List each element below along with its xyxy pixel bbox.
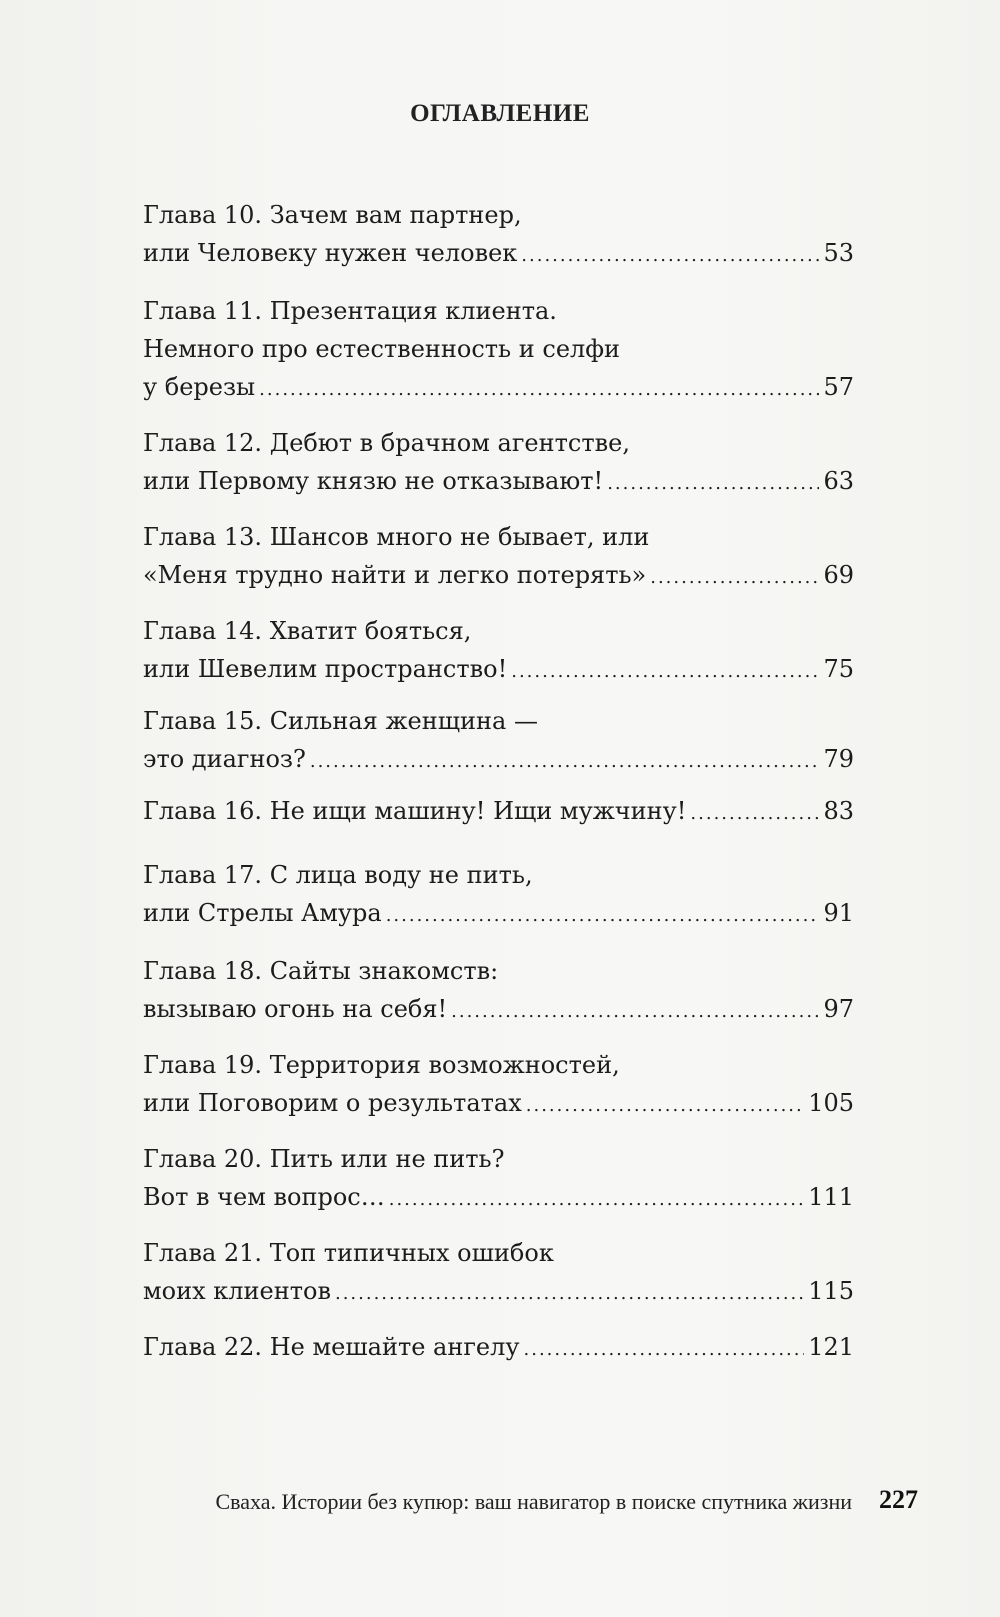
toc-entry — [143, 1234, 854, 1310]
dot-leader — [389, 1181, 804, 1219]
toc-entry-text: Глава 13. Шансов много не бывает, или — [143, 523, 650, 551]
toc-page-number: 105 — [808, 1089, 854, 1117]
toc-entry-line — [143, 556, 854, 594]
dot-leader — [335, 1275, 804, 1313]
toc-entry-line — [143, 1140, 854, 1178]
toc-entry-line — [143, 196, 854, 234]
dot-leader — [521, 237, 819, 275]
toc-entry — [143, 1328, 854, 1366]
toc-entry-text: у березы — [143, 373, 256, 401]
toc-entry-line — [143, 424, 854, 462]
toc-page-number: 63 — [823, 467, 854, 495]
toc-entry — [143, 702, 854, 778]
toc-entry — [143, 952, 854, 1028]
dot-leader — [511, 653, 819, 691]
toc-page-number: 79 — [823, 745, 854, 773]
toc-entry-text: моих клиентов — [143, 1277, 331, 1305]
toc-entry — [143, 196, 854, 272]
toc-entry-line — [143, 234, 854, 272]
toc-page-number: 53 — [823, 239, 854, 267]
toc-page-number: 75 — [823, 655, 854, 683]
toc-entry-line — [143, 740, 854, 778]
toc-entry-line — [143, 894, 854, 932]
page-heading: ОГЛАВЛЕНИЕ — [410, 100, 590, 127]
toc-page-number: 121 — [808, 1333, 854, 1361]
dot-leader — [259, 371, 819, 409]
toc-entry-line — [143, 1272, 854, 1310]
toc-entry-text: Глава 20. Пить или не пить? — [143, 1145, 505, 1173]
toc-entry-text: или Человеку нужен человек — [143, 239, 518, 267]
page-number: 227 — [879, 1485, 918, 1514]
toc-entry — [143, 792, 854, 830]
toc-entry-text: или Стрелы Амура — [143, 899, 382, 927]
toc-page-number: 69 — [823, 561, 854, 589]
toc-entry — [143, 1140, 854, 1216]
toc-entry-text: или Поговорим о результатах — [143, 1089, 522, 1117]
toc-entry — [143, 518, 854, 594]
toc-entry — [143, 1046, 854, 1122]
toc-entry — [143, 612, 854, 688]
toc-entry-line — [143, 1046, 854, 1084]
toc-entry-text: или Шевелим пространство! — [143, 655, 508, 683]
toc-entry-text: Глава 21. Топ типичных ошибок — [143, 1239, 554, 1267]
toc-entry-text: или Первому князю не отказывают! — [143, 467, 604, 495]
toc-entry-line — [143, 792, 854, 830]
dot-leader — [386, 897, 820, 935]
toc-entry-text: Глава 17. С лица воду не пить, — [143, 861, 533, 889]
dot-leader — [607, 465, 819, 503]
toc-page-number: 97 — [823, 995, 854, 1023]
dot-leader — [310, 743, 820, 781]
toc-entry-line — [143, 292, 854, 330]
page-footer — [0, 1485, 1000, 1519]
toc-page-number: 57 — [823, 373, 854, 401]
toc-entry — [143, 856, 854, 932]
dot-leader — [451, 993, 819, 1031]
toc-entry-line — [143, 1328, 854, 1366]
toc-page-number: 115 — [808, 1277, 854, 1305]
dot-leader — [650, 559, 819, 597]
toc-page-number: 111 — [808, 1183, 854, 1211]
toc-entry-line — [143, 1178, 854, 1216]
toc-entry-line — [143, 650, 854, 688]
dot-leader — [526, 1087, 804, 1125]
toc-entry-text: «Меня трудно найти и легко потерять» — [143, 561, 647, 589]
toc-entry-text: Немного про естественность и селфи — [143, 335, 621, 363]
toc-entry-line — [143, 856, 854, 894]
toc-entry-text: Глава 16. Не ищи машину! Ищи мужчину! — [143, 797, 687, 825]
toc-entry-line — [143, 612, 854, 650]
toc-entry-line — [143, 702, 854, 740]
toc-entry-line — [143, 1084, 854, 1122]
toc-entry-text: Глава 12. Дебют в брачном агентстве, — [143, 429, 630, 457]
toc-entry-line — [143, 990, 854, 1028]
toc-entry-text: Глава 18. Сайты знакомств: — [143, 957, 499, 985]
toc-entry-text: Глава 15. Сильная женщина — — [143, 707, 538, 735]
toc-entry-line — [143, 518, 854, 556]
toc-entry — [143, 292, 854, 406]
toc-entry-line — [143, 368, 854, 406]
toc-entry-line — [143, 330, 854, 368]
toc-entry-text: Глава 11. Презентация клиента. — [143, 297, 557, 325]
toc-page-number: 83 — [823, 797, 854, 825]
toc-entry-text: Вот в чем вопрос… — [143, 1183, 385, 1211]
toc-entry-line — [143, 1234, 854, 1272]
toc-entry-text: Глава 14. Хватит бояться, — [143, 617, 472, 645]
toc-entry-text: Глава 22. Не мешайте ангелу — [143, 1333, 520, 1361]
toc-page-number: 91 — [823, 899, 854, 927]
dot-leader — [524, 1331, 805, 1369]
toc-entry-line — [143, 952, 854, 990]
dot-leader — [690, 795, 819, 833]
toc-entry — [143, 424, 854, 500]
toc-entry-text: вызываю огонь на себя! — [143, 995, 448, 1023]
toc-entry-text: Глава 19. Территория возможностей, — [143, 1051, 620, 1079]
toc-entry-line — [143, 462, 854, 500]
running-title: Сваха. Истории без купюр: ваш навигатор в поиске спутника жизни — [215, 1489, 852, 1514]
toc-entry-text: это диагноз? — [143, 745, 306, 773]
toc-entry-text: Глава 10. Зачем вам партнер, — [143, 201, 522, 229]
